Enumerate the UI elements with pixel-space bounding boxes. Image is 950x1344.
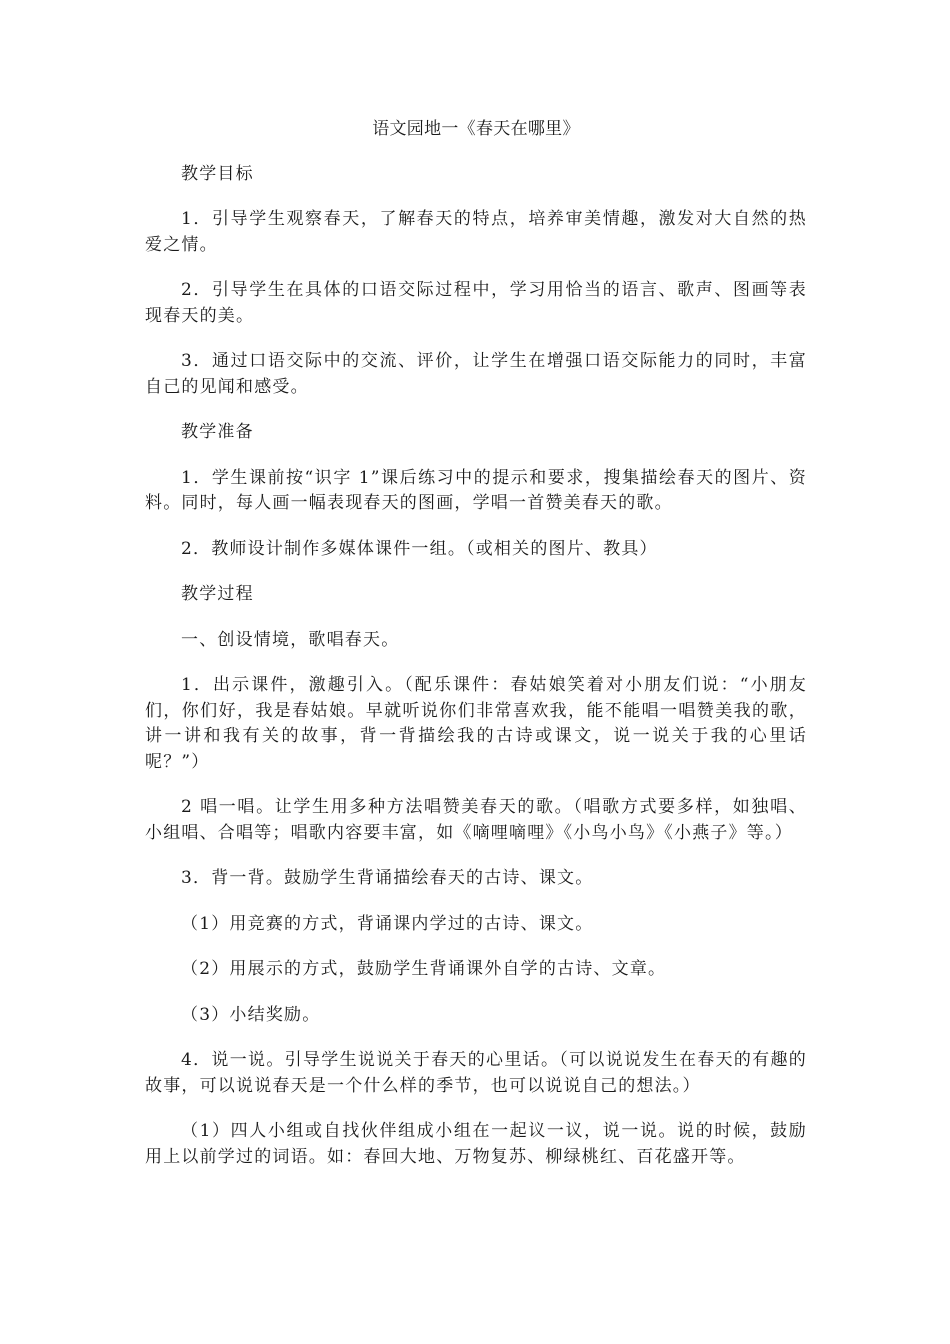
heading-teaching-preparation: 教学准备 — [181, 422, 254, 442]
preparation-paragraph-2: 2．教师设计制作多媒体课件一组。（或相关的图片、教具） — [181, 538, 658, 559]
document-body — [145, 117, 807, 1190]
process-step-3-sub-1: （1）用竞赛的方式，背诵课内学过的古诗、课文。 — [181, 913, 594, 934]
heading-teaching-process: 教学过程 — [181, 584, 254, 604]
goal-paragraph-3: 3．通过口语交际中的交流、评价，让学生在增强口语交际能力的同时，丰富自己的见闻和感受。 — [145, 351, 807, 397]
process-step-4-sub-1: （1）四人小组或自找伙伴组成小组在一起议一议，说一说。说的时候，鼓励用上以前学过的词语。如：春回大地、万物复苏、柳绿桃红、百花盛开等。 — [145, 1121, 807, 1167]
process-step-2: 2 唱一唱。让学生用多种方法唱赞美春天的歌。（唱歌方式要多样，如独唱、小组唱、合唱等；唱歌内容要丰富，如《嘀哩嘀哩》《小鸟小鸟》《小燕子》等。） — [145, 797, 807, 843]
document-title: 语文园地一《春天在哪里》 — [372, 119, 580, 139]
heading-teaching-goals: 教学目标 — [181, 163, 254, 184]
preparation-paragraph-1: 1．学生课前按“识字 1”课后练习中的提示和要求，搜集描绘春天的图片、资料。同时，每人画一幅表现春天的图画，学唱一首赞美春天的歌。 — [145, 467, 807, 513]
process-step-3: 3．背一背。鼓励学生背诵描绘春天的古诗、课文。 — [181, 868, 594, 888]
process-step-4: 4．说一说。引导学生说说关于春天的心里话。（可以说说发生在春天的有趣的故事，可以说说春天是一个什么样的季节，也可以说说自己的想法。） — [145, 1050, 807, 1096]
process-step-1: 1．出示课件，激趣引入。（配乐课件：春姑娘笑着对小朋友们说：“小朋友们，你们好，我是春姑娘。早就听说你们非常喜欢我，能不能唱一唱赞美我的歌，讲一讲和我有关的故事，背一背描绘我的古诗或课文，说一说关于我的心里话呢？”） — [145, 675, 807, 772]
goal-paragraph-2: 2．引导学生在具体的口语交际过程中，学习用恰当的语言、歌声、图画等表现春天的美。 — [145, 280, 807, 326]
process-step-3-sub-2: （2）用展示的方式，鼓励学生背诵课外自学的古诗、文章。 — [181, 959, 667, 979]
process-step-3-sub-3: （3）小结奖励。 — [181, 1004, 321, 1025]
goal-paragraph-1: 1．引导学生观察春天，了解春天的特点，培养审美情趣，激发对大自然的热爱之情。 — [145, 209, 807, 255]
process-section-1-heading: 一、创设情境，歌唱春天。 — [181, 629, 400, 650]
